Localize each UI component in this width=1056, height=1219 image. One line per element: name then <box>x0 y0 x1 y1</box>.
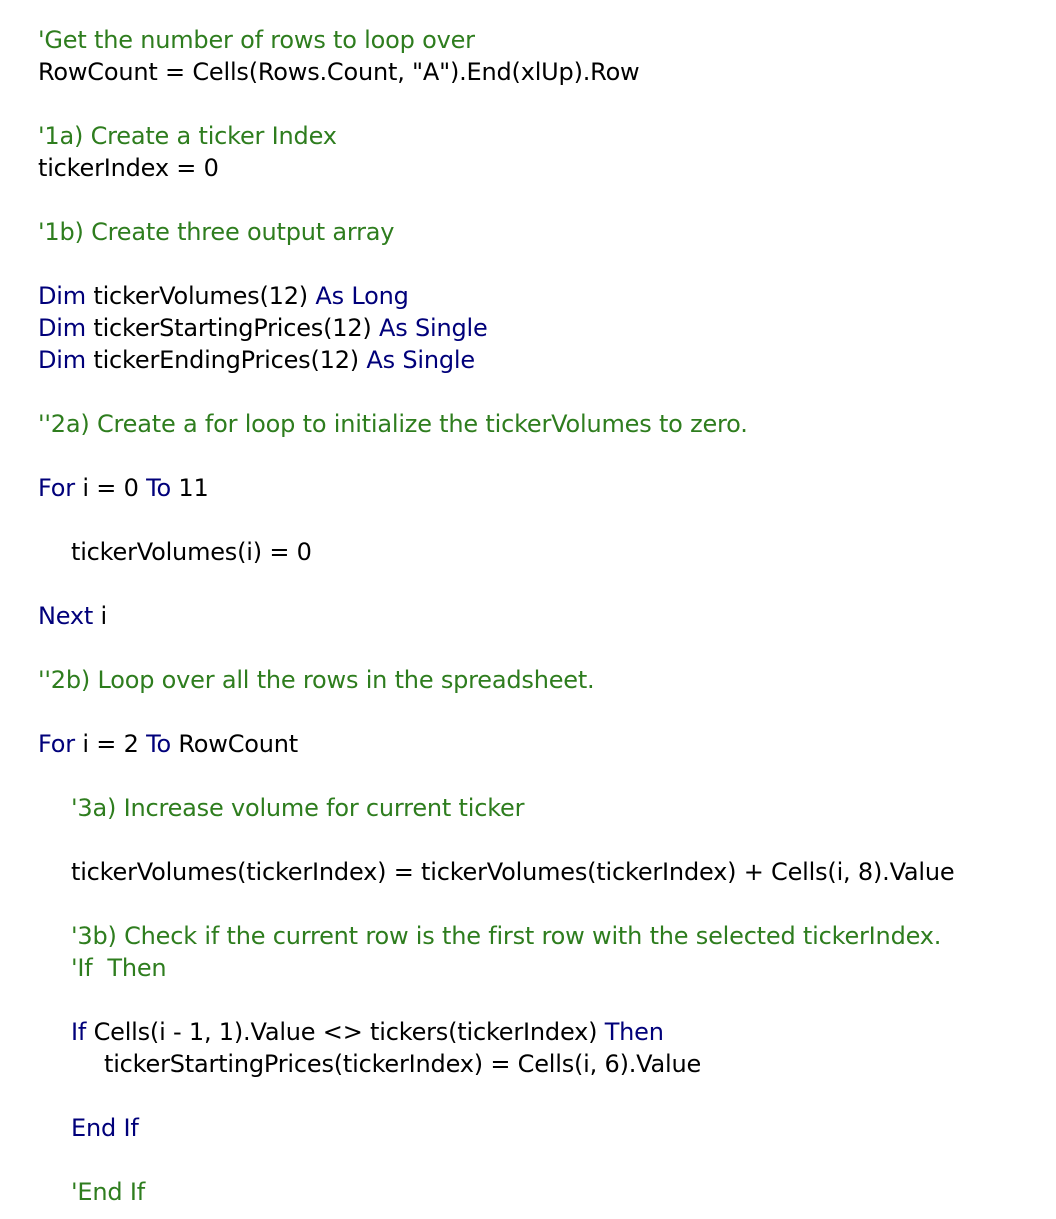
code-statement: RowCount = Cells(Rows.Count, "A").End(xlUp).Row <box>38 58 640 86</box>
code-comment: '3a) Increase volume for current ticker <box>71 794 525 822</box>
code-line <box>38 120 1048 152</box>
blank-line <box>38 824 1048 856</box>
blank-line <box>38 184 1048 216</box>
code-line <box>38 1176 1048 1208</box>
code-fragment: tickerVolumes(12) <box>85 282 316 310</box>
code-fragment: tickerStartingPrices(12) <box>85 314 380 342</box>
code-comment: '1a) Create a ticker Index <box>38 122 337 150</box>
code-fragment: i = 0 <box>74 474 147 502</box>
code-statement: tickerStartingPrices(tickerIndex) = Cells(i, 6).Value <box>104 1050 702 1078</box>
code-comment: 'Get the number of rows to loop over <box>38 26 475 54</box>
code-comment: 'End If <box>71 1178 145 1206</box>
code-fragment: 11 <box>170 474 209 502</box>
code-statement: tickerVolumes(i) = 0 <box>71 538 312 566</box>
code-line <box>38 216 1048 248</box>
code-fragment: Cells(i - 1, 1).Value <> tickers(tickerIndex) <box>86 1018 605 1046</box>
code-line <box>38 664 1048 696</box>
code-statement: tickerVolumes(tickerIndex) = tickerVolumes(tickerIndex) + Cells(i, 8).Value <box>71 858 955 886</box>
code-line <box>38 312 1048 344</box>
code-line <box>38 24 1048 56</box>
code-line <box>38 600 1048 632</box>
blank-line <box>38 440 1048 472</box>
code-line <box>38 344 1048 376</box>
keyword-then: Then <box>604 1018 664 1046</box>
blank-line <box>38 504 1048 536</box>
code-line <box>38 792 1048 824</box>
code-fragment: i = 2 <box>74 730 147 758</box>
blank-line <box>38 632 1048 664</box>
keyword-as-long: As Long <box>315 282 409 310</box>
code-line <box>38 920 1048 952</box>
code-comment: '3b) Check if the current row is the first row with the selected tickerIndex. <box>71 922 942 950</box>
blank-line <box>38 760 1048 792</box>
code-comment: ''2a) Create a for loop to initialize the tickerVolumes to zero. <box>38 410 748 438</box>
keyword-as-single: As Single <box>379 314 488 342</box>
keyword-dim: Dim <box>38 314 86 342</box>
keyword-to: To <box>146 474 171 502</box>
code-line <box>38 280 1048 312</box>
keyword-next: Next <box>38 602 94 630</box>
blank-line <box>38 88 1048 120</box>
code-line <box>38 952 1048 984</box>
code-comment: ''2b) Loop over all the rows in the spreadsheet. <box>38 666 595 694</box>
blank-line <box>38 248 1048 280</box>
blank-line <box>38 1080 1048 1112</box>
keyword-as-single: As Single <box>366 346 475 374</box>
code-line <box>38 472 1048 504</box>
code-line <box>38 1016 1048 1048</box>
keyword-end-if: End If <box>71 1114 139 1142</box>
code-statement: tickerIndex = 0 <box>38 154 219 182</box>
code-line <box>38 1048 1048 1080</box>
code-line <box>38 56 1048 88</box>
blank-line <box>38 568 1048 600</box>
code-fragment: RowCount <box>170 730 298 758</box>
keyword-dim: Dim <box>38 282 86 310</box>
blank-line <box>38 984 1048 1016</box>
keyword-if: If <box>71 1018 87 1046</box>
blank-line <box>38 376 1048 408</box>
keyword-dim: Dim <box>38 346 86 374</box>
code-comment: '1b) Create three output array <box>38 218 395 246</box>
code-line <box>38 536 1048 568</box>
code-editor[interactable] <box>38 24 1048 1208</box>
keyword-for: For <box>38 730 75 758</box>
code-line <box>38 1112 1048 1144</box>
blank-line <box>38 1144 1048 1176</box>
blank-line <box>38 888 1048 920</box>
code-fragment: tickerEndingPrices(12) <box>85 346 367 374</box>
code-fragment: i <box>93 602 108 630</box>
code-line <box>38 408 1048 440</box>
code-line <box>38 152 1048 184</box>
blank-line <box>38 696 1048 728</box>
code-line <box>38 856 1048 888</box>
code-comment: 'If Then <box>71 954 167 982</box>
keyword-to: To <box>146 730 171 758</box>
code-line <box>38 728 1048 760</box>
keyword-for: For <box>38 474 75 502</box>
